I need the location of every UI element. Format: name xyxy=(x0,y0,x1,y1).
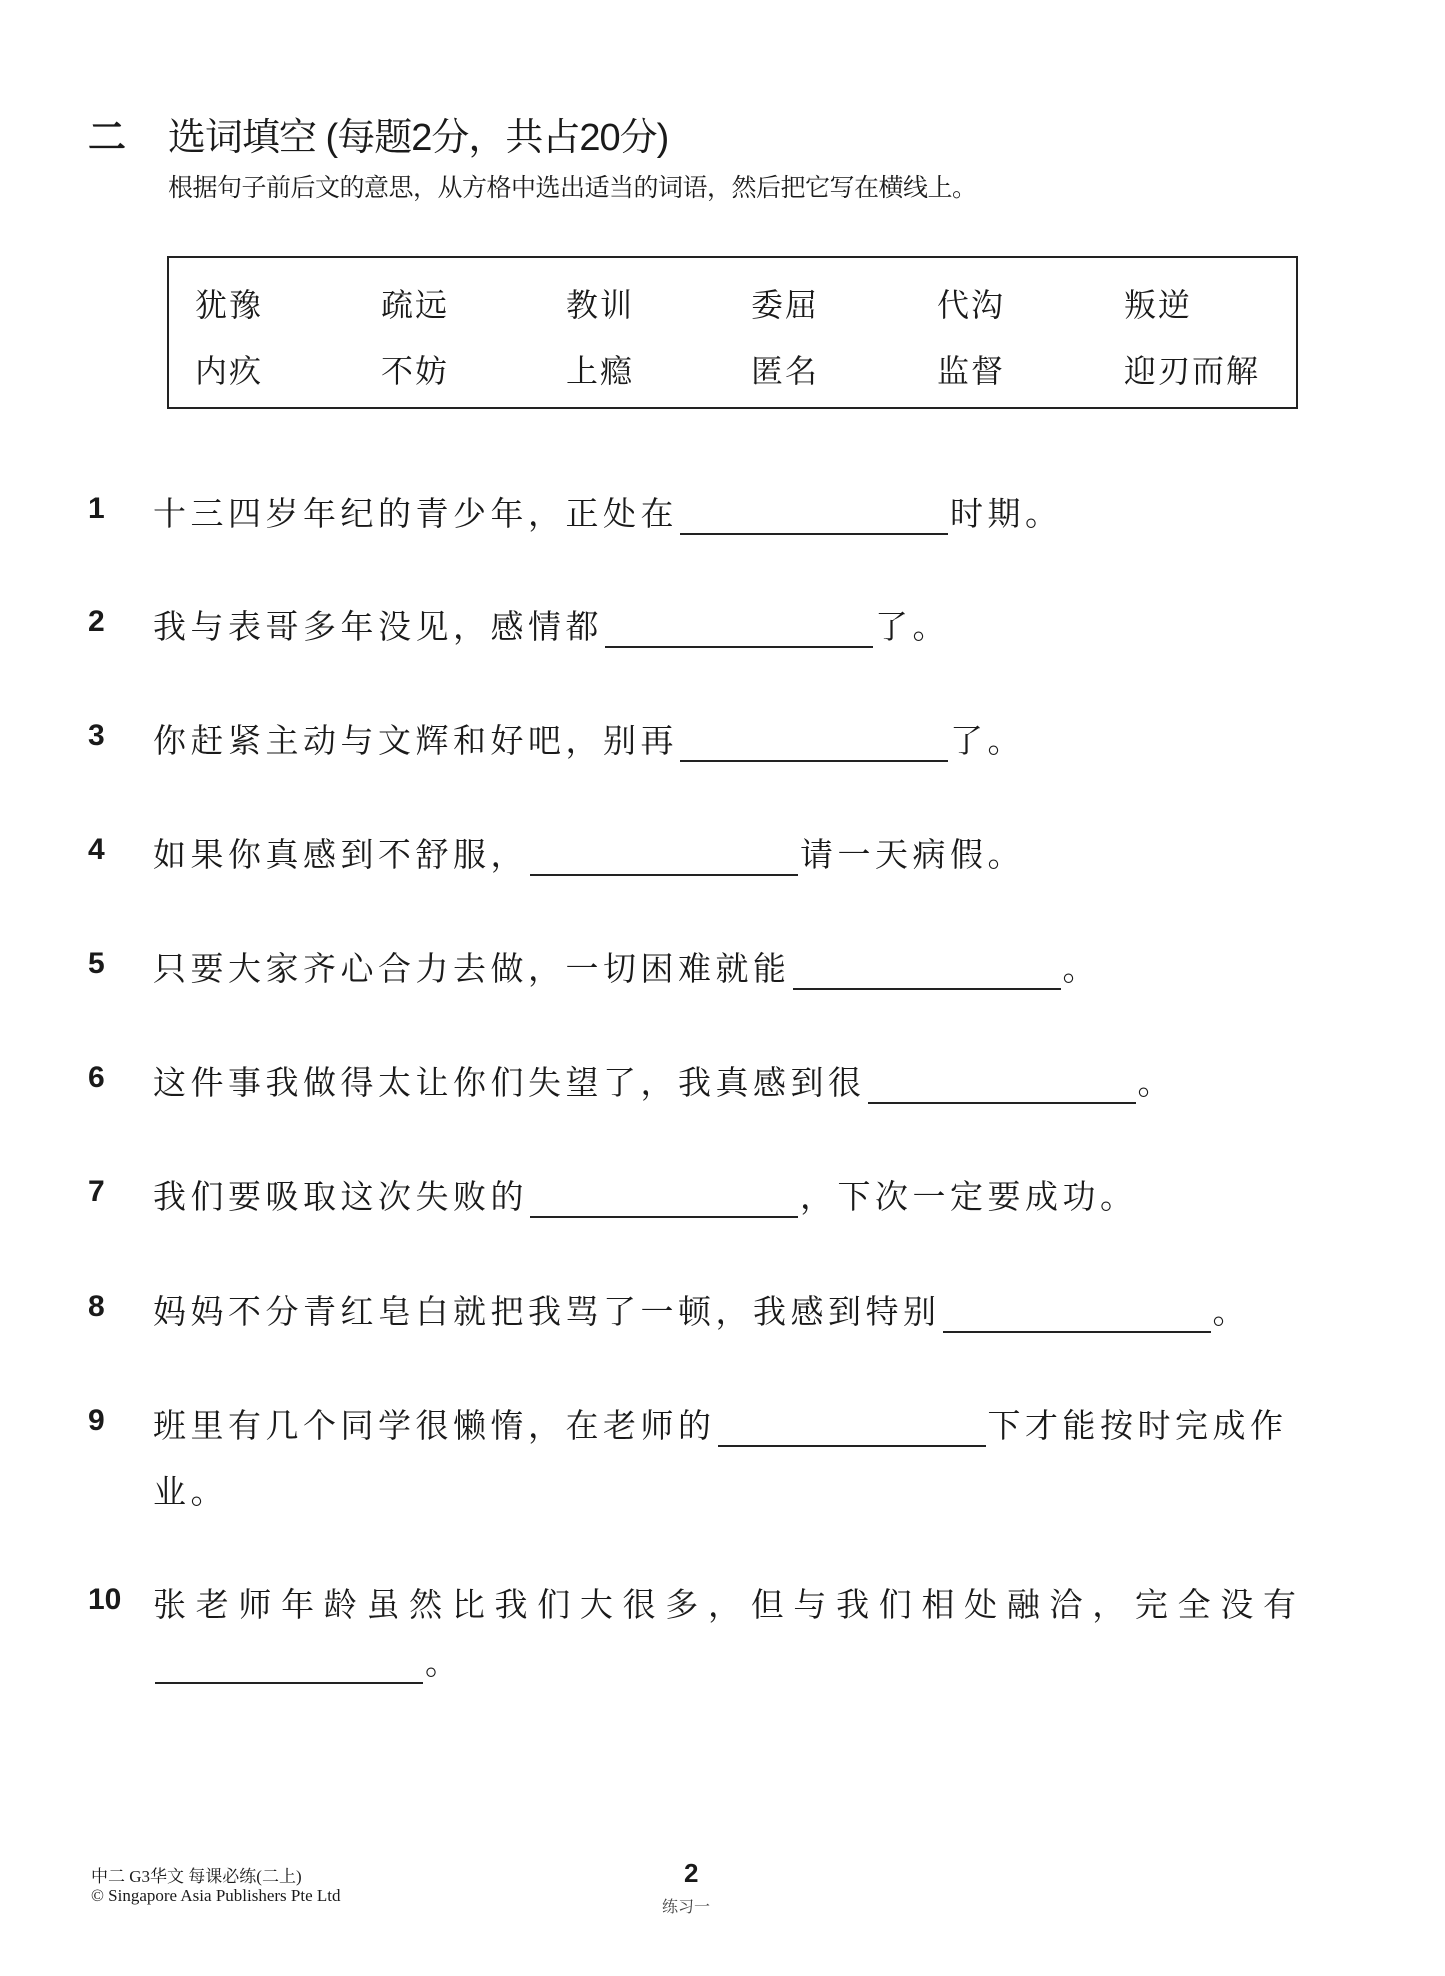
question-text-after: 下才能按时完成作 xyxy=(987,1406,1288,1445)
question-number: 2 xyxy=(88,605,105,638)
question-number: 7 xyxy=(88,1175,105,1208)
word-option: 委屈 xyxy=(751,286,820,324)
answer-blank[interactable] xyxy=(680,726,948,762)
question-item xyxy=(0,1400,1445,1511)
answer-blank[interactable] xyxy=(868,1068,1136,1104)
word-option: 叛逆 xyxy=(1124,286,1193,324)
question-text-before: 如果你真感到不舒服， xyxy=(153,835,528,874)
question-item xyxy=(0,1057,1445,1107)
question-item xyxy=(0,943,1445,993)
question-number: 9 xyxy=(88,1404,105,1437)
word-option: 匿名 xyxy=(751,352,820,390)
question-text-after: 了。 xyxy=(875,607,950,646)
question-number: 4 xyxy=(88,833,105,866)
word-option: 教训 xyxy=(566,286,635,324)
answer-blank[interactable] xyxy=(155,1648,423,1684)
answer-blank[interactable] xyxy=(530,1182,798,1218)
question-text-before: 班里有几个同学很懒惰，在老师的 xyxy=(153,1406,716,1445)
question-text-before: 你赶紧主动与文辉和好吧，别再 xyxy=(153,721,678,760)
word-option: 上瘾 xyxy=(566,352,635,390)
word-option: 内疚 xyxy=(195,352,264,390)
answer-blank[interactable] xyxy=(680,499,948,535)
exercise-label: 练习一 xyxy=(662,1897,711,1916)
answer-blank[interactable] xyxy=(530,840,798,876)
question-item xyxy=(0,1286,1445,1336)
question-text-after: 。 xyxy=(1137,1063,1175,1102)
word-option: 犹豫 xyxy=(195,286,264,324)
question-number: 1 xyxy=(88,492,105,525)
answer-blank[interactable] xyxy=(605,612,873,648)
word-box xyxy=(167,256,1298,409)
answer-blank[interactable] xyxy=(943,1297,1211,1333)
question-text-after: 请一天病假。 xyxy=(800,835,1025,874)
section-number: 二 xyxy=(88,115,127,159)
question-text-before: 我们要吸取这次失败的 xyxy=(153,1177,528,1216)
answer-blank[interactable] xyxy=(793,954,1061,990)
instruction: 根据句子前后文的意思，从方格中选出适当的词语，然后把它写在横线上。 xyxy=(168,174,977,202)
question-item xyxy=(0,829,1445,879)
question-number: 8 xyxy=(88,1290,105,1323)
question-text-continued: 业。 xyxy=(153,1472,228,1511)
question-text: 张老师年龄虽然比我们大很多，但与我们相处融洽，完全没有 xyxy=(153,1585,1296,1624)
question-text-after: 时期。 xyxy=(950,494,1063,533)
section-title: 选词填空 (每题2分，共占20分) xyxy=(168,117,669,159)
page-number: 2 xyxy=(684,1858,699,1888)
question-number: 10 xyxy=(88,1583,122,1616)
answer-blank[interactable] xyxy=(718,1411,986,1447)
question-item xyxy=(0,715,1445,765)
question-text-before: 只要大家齐心合力去做，一切困难就能 xyxy=(153,949,791,988)
word-option: 迎刃而解 xyxy=(1124,352,1261,390)
question-text-after: 。 xyxy=(1062,949,1100,988)
question-text-before: 妈妈不分青红皂白就把我骂了一顿，我感到特别 xyxy=(153,1292,941,1331)
question-item xyxy=(0,488,1445,538)
question-text-before: 这件事我做得太让你们失望了，我真感到很 xyxy=(153,1063,866,1102)
question-text-after: 。 xyxy=(1212,1292,1250,1331)
question-item xyxy=(0,601,1445,651)
question-number: 5 xyxy=(88,947,105,980)
question-item xyxy=(0,1171,1445,1221)
word-option: 不妨 xyxy=(381,352,450,390)
word-option: 监督 xyxy=(937,352,1006,390)
question-number: 6 xyxy=(88,1061,105,1094)
question-text-after: ，下次一定要成功。 xyxy=(800,1177,1138,1216)
word-option: 疏远 xyxy=(381,286,450,324)
question-text-before: 十三四岁年纪的青少年，正处在 xyxy=(153,494,678,533)
question-text-after: 。 xyxy=(425,1643,463,1682)
question-text-before: 我与表哥多年没见，感情都 xyxy=(153,607,603,646)
word-option: 代沟 xyxy=(937,286,1006,324)
footer-book-title: 中二 G3华文 每课必练(二上) xyxy=(91,1867,302,1886)
footer-copyright: © Singapore Asia Publishers Pte Ltd xyxy=(91,1886,341,1905)
question-text-after: 了。 xyxy=(950,721,1025,760)
question-number: 3 xyxy=(88,719,105,752)
question-item xyxy=(0,1579,1445,1682)
